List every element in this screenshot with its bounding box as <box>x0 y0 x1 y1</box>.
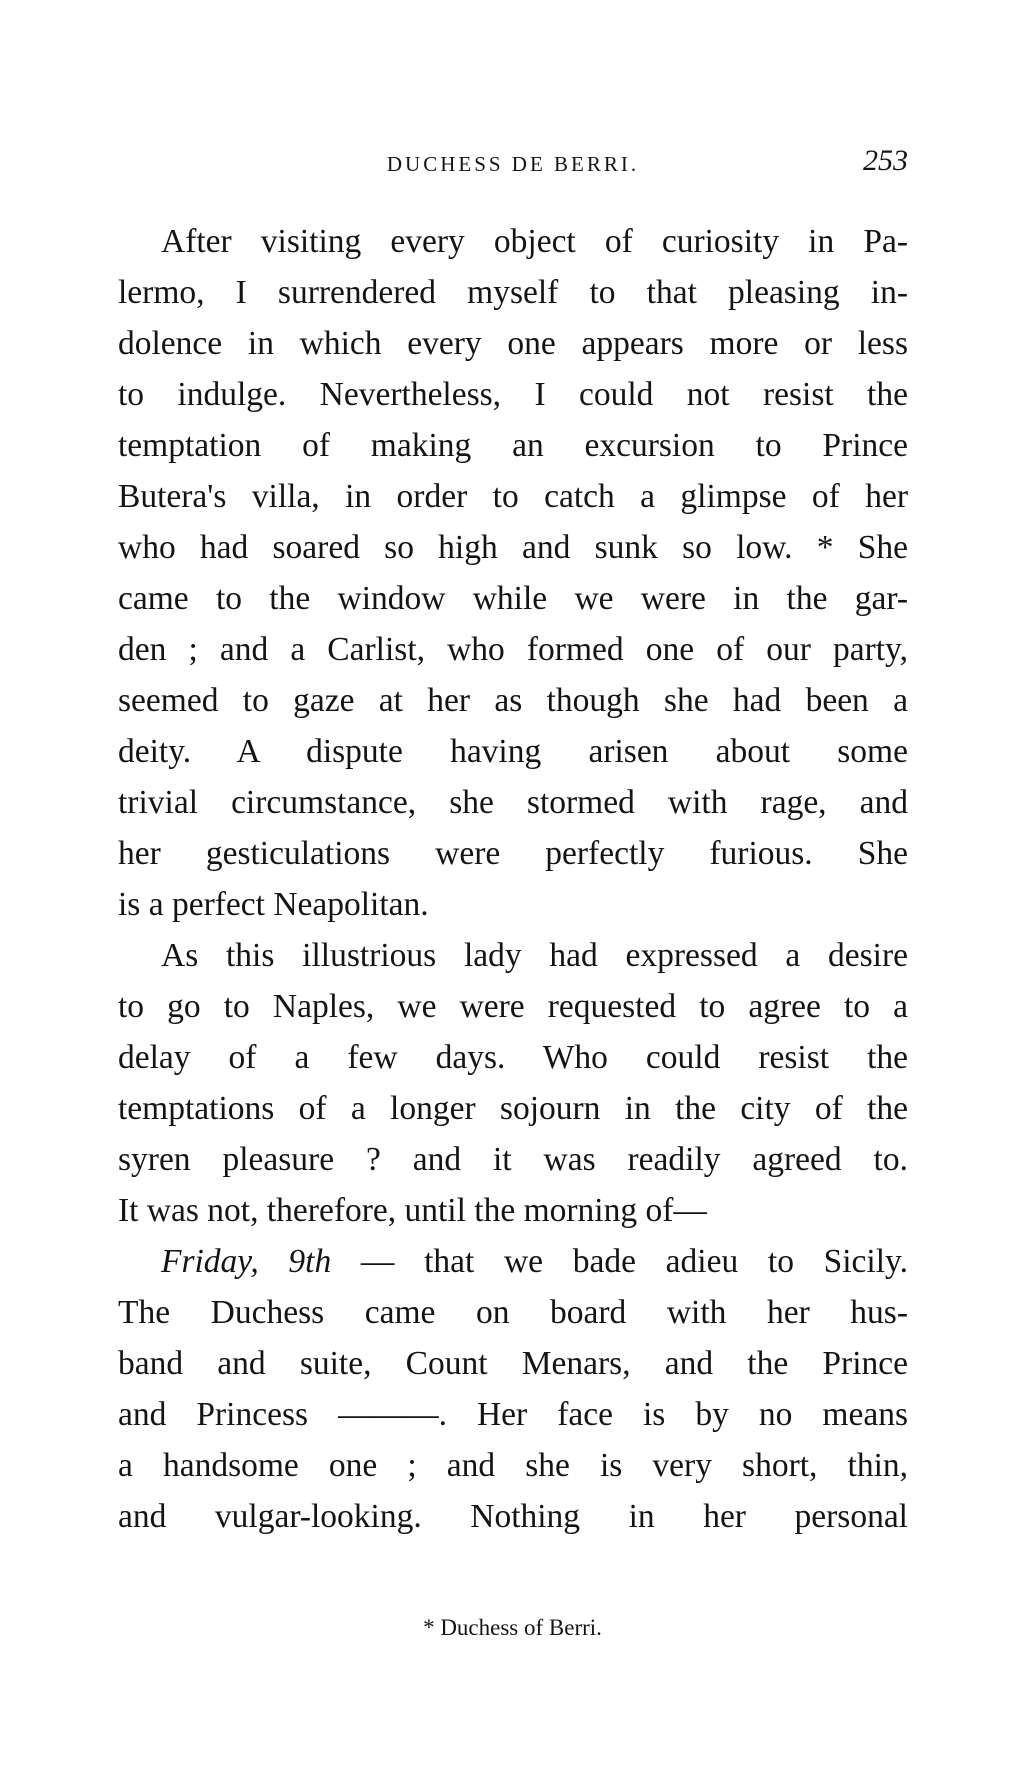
body-text <box>118 216 908 1542</box>
text-line: lermo, I surrendered myself to that pleasing in- <box>118 274 908 311</box>
text-line <box>118 1236 908 1287</box>
text-line: came to the window while we were in the gar- <box>118 580 908 617</box>
text-fragment: — that we bade adieu to Sicily. <box>331 1243 908 1280</box>
text-line: After visiting every object of curiosity in Pa- <box>161 223 908 260</box>
text-line: syren pleasure ? and it was readily agreed to. <box>118 1141 908 1178</box>
text-line: Butera's villa, in order to catch a glimpse of her <box>118 478 908 515</box>
text-line: who had soared so high and sunk so low. * She <box>118 529 908 566</box>
text-line: dolence in which every one appears more or less <box>118 325 908 362</box>
running-head <box>118 144 908 188</box>
text-line: to indulge. Nevertheless, I could not resist the <box>118 376 908 413</box>
text-line: her gesticulations were perfectly furious. She <box>118 835 908 872</box>
text-line: and vulgar-looking. Nothing in her personal <box>118 1498 908 1535</box>
text-line: It was not, therefore, until the morning of— <box>118 1192 707 1229</box>
text-line: den ; and a Carlist, who formed one of our party, <box>118 631 908 668</box>
footnote: * Duchess of Berri. <box>423 1615 602 1640</box>
text-line: to go to Naples, we were requested to agree to a <box>118 988 908 1025</box>
text-line: trivial circumstance, she stormed with rage, and <box>118 784 908 821</box>
text-line: is a perfect Neapolitan. <box>118 886 429 923</box>
text-line: temptation of making an excursion to Prince <box>118 427 908 464</box>
text-line: delay of a few days. Who could resist the <box>118 1039 908 1076</box>
text-line: deity. A dispute having arisen about some <box>118 733 908 770</box>
text-line: a handsome one ; and she is very short, thin, <box>118 1447 908 1484</box>
text-line: As this illustrious lady had expressed a desire <box>161 937 908 974</box>
date-heading: Friday, 9th <box>161 1243 332 1280</box>
page-number: 253 <box>863 144 908 177</box>
text-line: and Princess ———. Her face is by no means <box>118 1396 908 1433</box>
running-title: DUCHESS DE BERRI. <box>386 152 640 176</box>
text-line: temptations of a longer sojourn in the city of the <box>118 1090 908 1127</box>
text-line: band and suite, Count Menars, and the Prince <box>118 1345 908 1382</box>
text-line: seemed to gaze at her as though she had been a <box>118 682 908 719</box>
text-line: The Duchess came on board with her hus- <box>118 1294 908 1331</box>
